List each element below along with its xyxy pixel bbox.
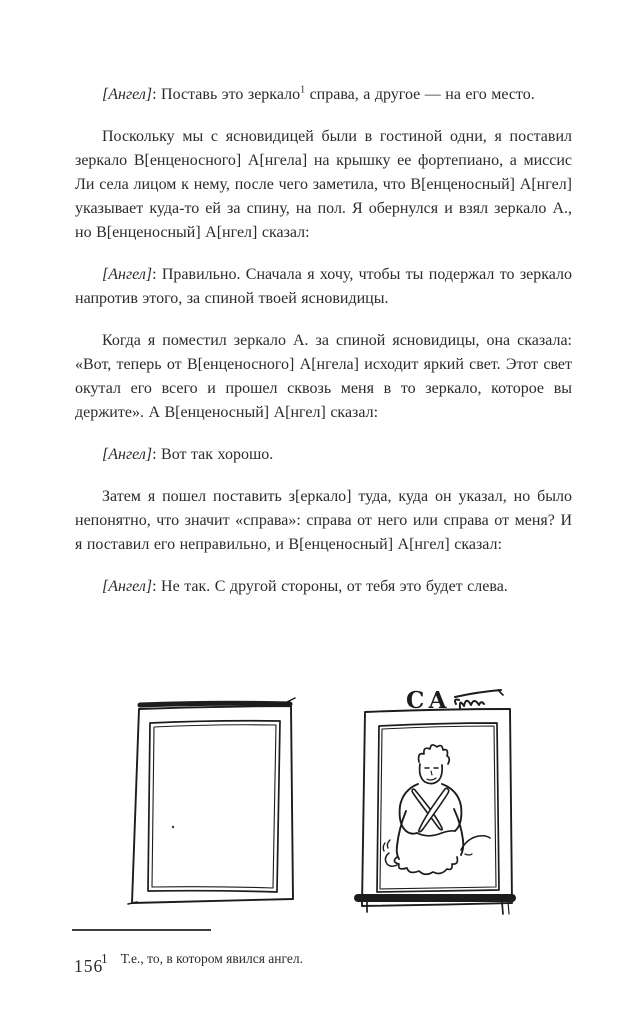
- page-number: 156: [74, 956, 104, 976]
- paragraph: [75, 443, 572, 467]
- paragraph: [75, 329, 572, 425]
- text-run: : Поставь это зеркало: [152, 86, 301, 103]
- empty-mirror-figure: [127, 696, 303, 914]
- text-run: : Правильно. Сначала я хочу, чтобы ты подержал то зеркало напротив этого, за спиной твоей ясновидицы.: [75, 266, 572, 307]
- footnote: [75, 949, 515, 968]
- text-block: [75, 83, 572, 599]
- text-run: Когда я поместил зеркало А. за спиной ясновидицы, она сказала: «Вот, теперь от В[енценосного] А[нгела] исходит яркий свет. Этот свет окутал его всего и прошел сквозь меня в то зеркало, которое вы держите». А В[енценосный] А[нгел] сказал:: [75, 332, 572, 421]
- ink-speck: [172, 826, 174, 828]
- paragraph: [75, 83, 572, 107]
- text-run: справа, а другое — на его место.: [305, 86, 535, 103]
- handwritten-flourish-icon: [455, 690, 503, 708]
- clouds: [383, 836, 490, 875]
- text-run: : Вот так хорошо.: [152, 446, 274, 463]
- paragraph: [75, 575, 572, 599]
- footnote-text: Т.е., то, в котором явился ангел.: [120, 950, 303, 966]
- text-run: [Ангел]: [102, 446, 153, 463]
- paragraph: [75, 263, 572, 311]
- footnote-number: 1: [101, 950, 108, 966]
- footnote-marker: 1: [300, 84, 306, 96]
- text-run: [Ангел]: [102, 578, 153, 595]
- text-run: [Ангел]: [102, 266, 153, 283]
- paragraph: [75, 485, 572, 557]
- mirror-frame: [128, 698, 295, 904]
- angel-figure: [397, 745, 464, 859]
- handwritten-label: СА: [406, 687, 452, 714]
- angel-mirror-drawing: [353, 678, 525, 918]
- paragraph: [75, 125, 572, 245]
- empty-mirror-drawing: [127, 696, 303, 914]
- footnote-rule: [72, 929, 211, 931]
- text-run: Поскольку мы с ясновидицей были в гостиной одни, я поставил зеркало В[енценосного] А[нгела] на крышку ее фортепиано, а миссис Ли села лицом к нему, после чего заметила, что В[енценосный] А[нгел] указывает куда-то ей за спину, на пол. Я обернулся и взял зеркало А., но В[енценосный] А[нгел] сказал:: [75, 128, 572, 241]
- text-run: : Не так. С другой стороны, от тебя это будет слева.: [152, 578, 508, 595]
- text-run: Затем я пошел поставить з[еркало] туда, куда он указал, но было непонятно, что значит «справа»: справа от него или справа от меня? И я поставил его неправильно, и В[енценосный] А[нгел] сказал:: [75, 488, 572, 553]
- angel-mirror-figure: [353, 678, 525, 918]
- crossed-object-right: [419, 788, 449, 831]
- text-run: [Ангел]: [102, 86, 153, 103]
- paragraphs-container: [75, 83, 572, 599]
